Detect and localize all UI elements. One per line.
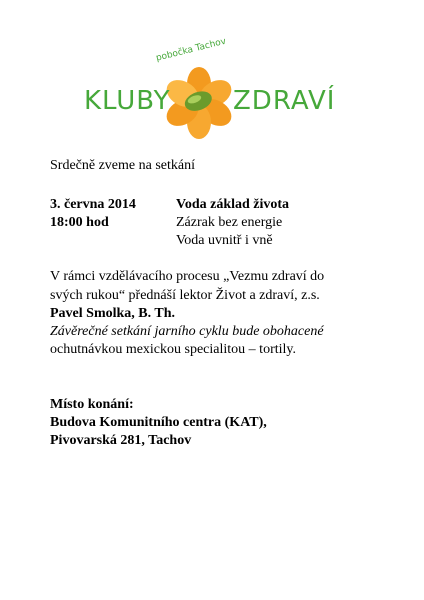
kluby-zdravi-logo [0,0,424,150]
venue-line-1: Budova Komunitního centra (KAT), [50,415,267,430]
logo-branch: pobočka Tachov [155,36,228,64]
event-subtitle-1: Zázrak bez energie [176,215,283,230]
paragraph-line-2: svých rukou“ přednáší lektor Život a zdraví, z.s. [50,288,320,303]
event-title: Voda základ života [176,197,290,212]
logo-word-kluby: KLUBY [84,86,171,116]
invite-text: Srdečně zveme na setkání [50,158,195,173]
venue-label: Místo konání: [50,397,134,412]
lecturer-name: Pavel Smolka, B. Th. [50,306,175,321]
event-date: 3. června 2014 [50,197,136,212]
venue-line-2: Pivovarská 281, Tachov [50,433,192,448]
paragraph-line-5: ochutnávkou mexickou specialitou – tortily. [50,342,296,357]
paragraph-line-1: V rámci vzdělávacího procesu „Vezmu zdraví do [50,269,325,284]
logo-word-zdravi: ZDRAVÍ [233,86,336,116]
paragraph-line-4: Závěrečné setkání jarního cyklu bude obohacené [50,324,324,339]
event-subtitle-2: Voda uvnitř i vně [176,233,273,248]
event-time: 18:00 hod [50,215,109,230]
flower-icon [0,0,424,150]
